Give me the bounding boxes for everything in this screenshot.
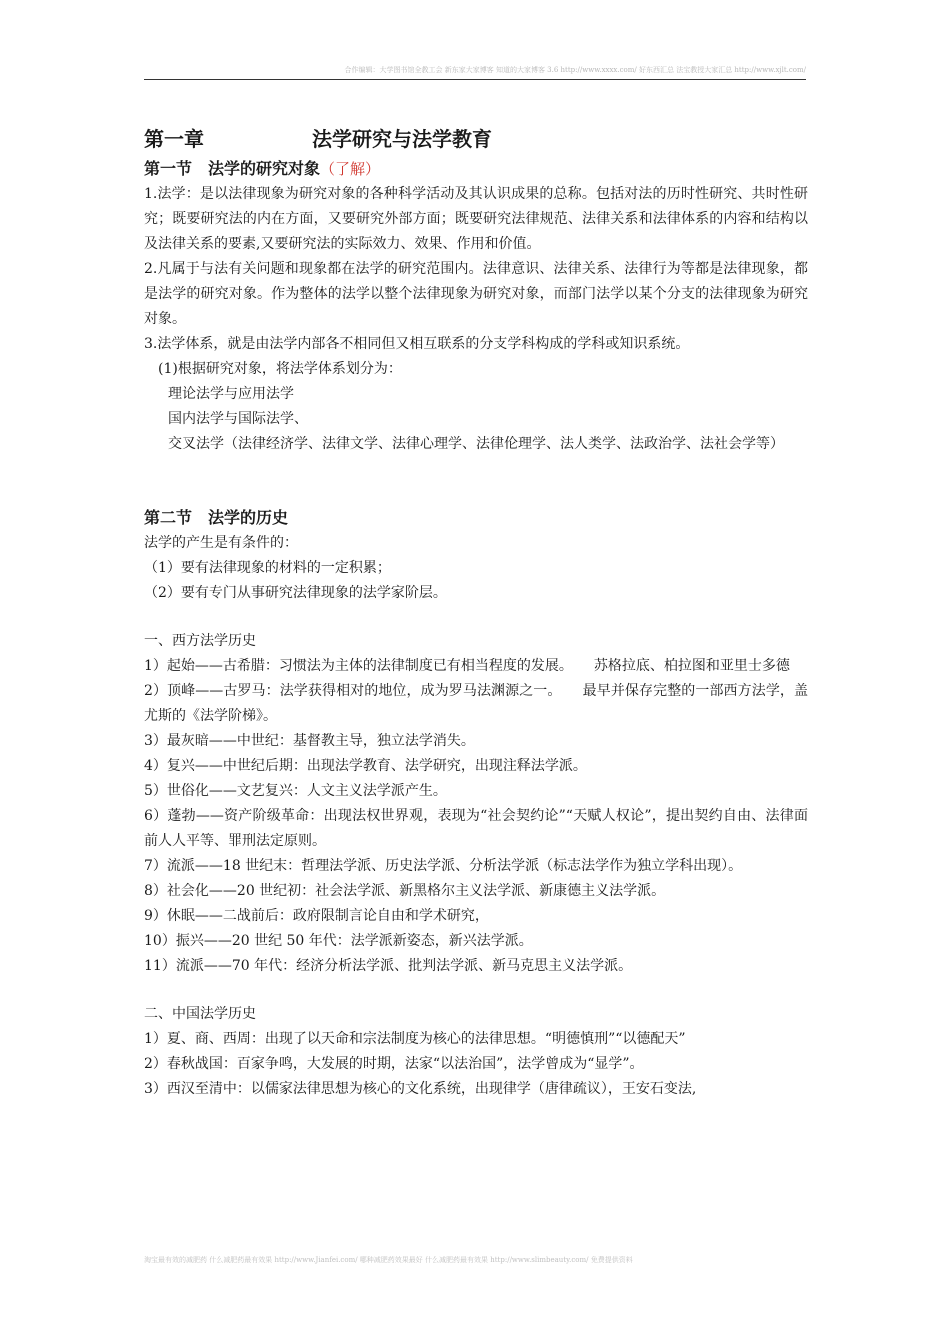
section1-paragraph: 3.法学体系，就是由法学内部各不相同但又相互联系的分支学科构成的学科或知识系统。 — [144, 336, 690, 352]
classification-item: 理论法学与应用法学 — [168, 386, 294, 402]
classification-item: 国内法学与国际法学、 — [168, 411, 308, 427]
section2-heading: 第二节 法学的历史 — [144, 508, 289, 527]
western-history-item: 2）顶峰——古罗马：法学获得相对的地位，成为罗马法渊源之一。 最早并保存完整的一部西方法学，盖尤斯的《法学阶梯》。 — [144, 683, 808, 724]
page-header: 合作编辑：大学图书馆全教工会 新东家大家博客 知道的大家博客 3.6 http://www.xxxx.com/ 好东西汇总 法宝教授大家汇总 http://www.xjlt.com/ — [344, 66, 806, 74]
chinese-history-item: 2）春秋战国：百家争鸣，大发展的时期，法家“以法治国”，法学曾成为“显学”。 — [144, 1056, 644, 1072]
condition-item: （2）要有专门从事研究法律现象的法学家阶层。 — [144, 585, 447, 601]
western-history-item: 8）社会化——20 世纪初：社会法学派、新黑格尔主义法学派、新康德主义法学派。 — [144, 883, 666, 899]
chapter-title: 法学研究与法学教育 — [312, 127, 492, 151]
western-history-item: 1）起始——古希腊：习惯法为主体的法律制度已有相当程度的发展。 苏格拉底、柏拉图和亚里士多德 — [144, 658, 790, 674]
classification-heading: (1)根据研究对象，将法学体系划分为： — [158, 361, 402, 377]
spacer — [144, 606, 808, 629]
western-history-heading: 一、西方法学历史 — [144, 633, 256, 649]
western-history-item: 5）世俗化——文艺复兴：人文主义法学派产生。 — [144, 783, 447, 799]
section1-paragraph: 1.法学：是以法律现象为研究对象的各种科学活动及其认识成果的总称。包括对法的历时性研究、共时性研究；既要研究法的内在方面，又要研究外部方面；既要研究法律规范、法律关系和法律体系的内容和结构以及法律关系的要素,又要研究法的实际效力、效果、作用和价值。 — [144, 186, 808, 252]
western-history-item: 11）流派——70 年代：经济分析法学派、批判法学派、新马克思主义法学派。 — [144, 958, 633, 974]
header-divider — [144, 79, 806, 80]
chapter-heading — [144, 122, 808, 156]
western-history-item: 3）最灰暗——中世纪：基督教主导，独立法学消失。 — [144, 733, 475, 749]
classification-item: 交叉法学（法律经济学、法律文学、法律心理学、法律伦理学、法人类学、法政治学、法社会学等） — [168, 436, 784, 452]
section2-intro: 法学的产生是有条件的： — [144, 535, 298, 551]
spacer — [144, 979, 808, 1002]
condition-item: （1）要有法律现象的材料的一定积累； — [144, 560, 391, 576]
section1-tag: （了解） — [320, 160, 381, 178]
chinese-history-item: 1）夏、商、西周：出现了以天命和宗法制度为核心的法律思想。“明德慎刑”“以德配天” — [144, 1031, 686, 1047]
western-history-item: 10）振兴——20 世纪 50 年代：法学派新姿态，新兴法学派。 — [144, 933, 533, 949]
chinese-history-item: 3）西汉至清中：以儒家法律思想为核心的文化系统，出现律学（唐律疏议），王安石变法, — [144, 1081, 697, 1097]
spacer — [144, 457, 808, 505]
chinese-history-heading: 二、中国法学历史 — [144, 1006, 256, 1022]
section1-paragraph: 2.凡属于与法有关问题和现象都在法学的研究范围内。法律意识、法律关系、法律行为等都是法律现象，都是法学的研究对象。作为整体的法学以整个法律现象为研究对象，而部门法学以某个分支的法律现象为研究对象。 — [144, 261, 808, 327]
chapter-number: 第一章 — [144, 127, 204, 151]
section1-heading — [144, 156, 808, 182]
western-history-item: 9）休眠——二战前后：政府限制言论自由和学术研究， — [144, 908, 489, 924]
western-history-item: 7）流派——18 世纪末：哲理法学派、历史法学派、分析法学派（标志法学作为独立学科出现）。 — [144, 858, 743, 874]
page-footer: 淘宝最有效的减肥药 什么减肥药最有效果 http://www.Jianfei.com/ 哪种减肥药效果最好 什么减肥药最有效果 http://www.slimbeauty.com/ 免费提供资料 — [144, 1256, 633, 1264]
section1-title: 第一节 法学的研究对象 — [144, 159, 321, 178]
document-body — [144, 122, 808, 1102]
western-history-item: 4）复兴——中世纪后期：出现法学教育、法学研究，出现注释法学派。 — [144, 758, 587, 774]
western-history-item: 6）蓬勃——资产阶级革命：出现法权世界观，表现为“社会契约论”“天赋人权论”，提出契约自由、法律面前人人平等、罪刑法定原则。 — [144, 808, 808, 849]
